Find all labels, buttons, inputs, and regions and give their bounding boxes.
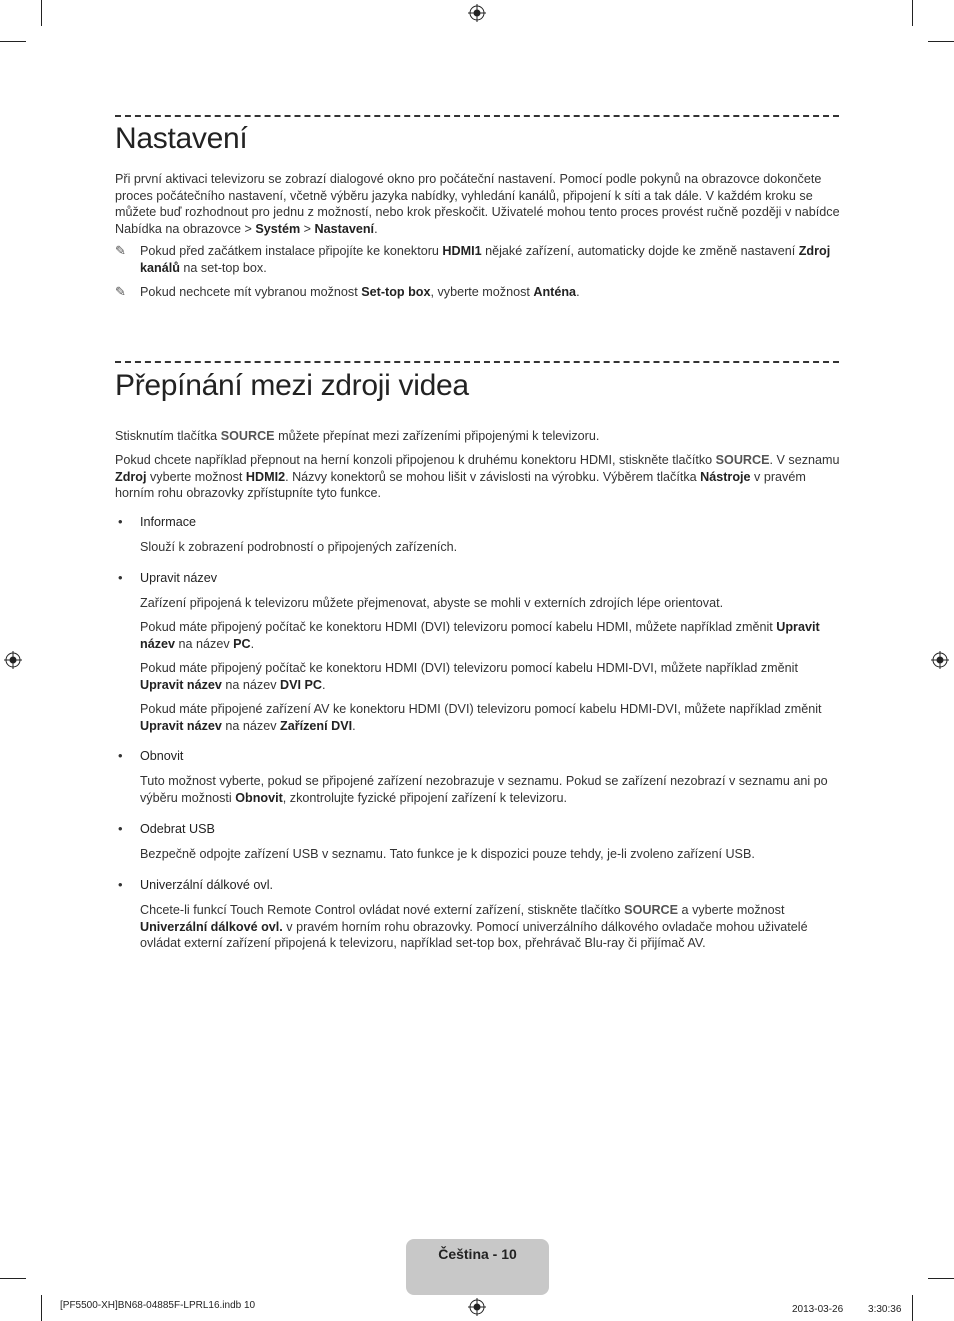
crop-mark: [41, 1295, 42, 1321]
hdmi2-term: HDMI2: [245, 469, 286, 484]
body-text: Chcete-li funkcí Touch Remote Control ovládat nové externí zařízení, stiskněte tlačítko: [140, 903, 625, 917]
registration-mark-icon: [468, 1298, 486, 1316]
note-text: nějaké zařízení, automaticky dojde ke změně nastavení: [481, 244, 799, 258]
punctuation: .: [374, 221, 378, 236]
pc-term: PC: [233, 636, 251, 651]
body-text: na název: [221, 718, 281, 733]
body-text: na název: [221, 677, 281, 692]
crop-mark: [912, 0, 913, 26]
item-title-information: Informace: [140, 515, 196, 529]
crop-mark: [0, 1278, 26, 1279]
tools-term: Nástroje: [700, 469, 751, 484]
setup-intro-text-2: V každém kroku se můžete buď rozhodnout pro jednu z možností, nebo krok přeskočit. Uživatelé mohou tento proces provést ručně později v nabídce Nabídka na obrazovce >: [115, 188, 840, 236]
channel-source-term: Zdroj kanálů: [140, 244, 831, 275]
note-text: na set-top box.: [179, 260, 267, 275]
bullet-mark: •: [118, 514, 123, 529]
crop-mark: [928, 1278, 954, 1279]
dvi-device-term: Zařízení DVI: [280, 718, 353, 733]
crop-mark: [0, 41, 26, 42]
print-slug-file: [PF5500-XH]BN68-04885F-LPRL16.indb 10: [60, 1300, 256, 1311]
section-title-setup: Nastavení: [115, 122, 248, 155]
antenna-term: Anténa: [533, 285, 577, 299]
item-text-rename-dvi-pc: [140, 660, 840, 693]
page-number-label: Čeština - 10: [438, 1246, 517, 1262]
pencil-note-icon: ✎: [115, 243, 126, 258]
bullet-mark: •: [118, 570, 123, 585]
body-text: Pokud máte připojené zařízení AV ke konektoru HDMI (DVI) televizoru pomocí kabelu HDMI-DVI, můžete například změnit: [140, 702, 822, 716]
body-text: v pravém horním rohu obrazovky zpřístupníte tyto funkce.: [115, 469, 806, 500]
rename-term: Upravit název: [140, 718, 222, 733]
switch-paragraph-2: [115, 452, 840, 502]
item-text-information: Slouží k zobrazení podrobností o připojených zařízeních.: [140, 540, 458, 554]
setup-note-2: [140, 284, 840, 301]
body-text: můžete přepínat mezi zařízeními připojenými k televizoru.: [274, 429, 600, 443]
rename-term: Upravit název: [140, 620, 820, 651]
body-text: Stisknutím tlačítka: [115, 429, 221, 443]
menu-path-separator: >: [300, 221, 315, 236]
body-text: .: [322, 677, 326, 692]
item-text-remove-usb: Bezpečně odpojte zařízení USB v seznamu. Tato funkce je k dispozici pouze tehdy, je-li zvoleno zařízení USB.: [140, 847, 755, 861]
refresh-term: Obnovit: [235, 790, 283, 805]
source-button-term: SOURCE: [220, 429, 275, 443]
bullet-mark: •: [118, 821, 123, 836]
body-text: Tuto možnost vyberte, pokud se připojené zařízení nezobrazuje v seznamu. Pokud se zařízení nezobrazí v seznamu ani po výběru možnosti: [140, 774, 828, 805]
setup-intro-paragraph: [115, 171, 840, 237]
item-text-rename-pc: [140, 619, 840, 652]
body-text: Pokud máte připojený počítač ke konektoru HDMI (DVI) televizoru pomocí kabelu HDMI, můžete například změnit: [140, 620, 777, 634]
body-text: .: [250, 636, 255, 651]
item-text-universal-remote: [140, 902, 840, 952]
source-button-term: SOURCE: [715, 453, 770, 467]
body-text: .: [352, 718, 356, 733]
item-title-universal-remote: Univerzální dálkové ovl.: [140, 878, 273, 892]
menu-path-setup: Nastavení: [314, 221, 375, 236]
crop-mark: [41, 0, 42, 26]
item-text-refresh: [140, 773, 840, 806]
body-text: vyberte možnost: [146, 469, 246, 484]
item-title-remove-usb: Odebrat USB: [140, 822, 215, 836]
section-divider: [115, 361, 839, 363]
universal-remote-term: Univerzální dálkové ovl.: [140, 919, 283, 934]
item-text-rename-dvi-device: [140, 701, 840, 734]
item-title-refresh: Obnovit: [140, 749, 184, 763]
item-title-rename: Upravit název: [140, 571, 217, 585]
note-text: , vyberte možnost: [430, 285, 534, 299]
crop-mark: [912, 1295, 913, 1321]
switch-paragraph-1: [115, 428, 840, 445]
dvi-pc-term: DVI PC: [280, 677, 323, 692]
pencil-note-icon: ✎: [115, 284, 126, 299]
print-slug-timestamp: 2013-03-26 ﾠﾠ 3:30:36: [792, 1304, 902, 1315]
section-title-switch: Přepínání mezi zdroji videa: [115, 369, 469, 402]
item-text-rename: Zařízení připojená k televizoru můžete přejmenovat, abyste se mohli v externích zdrojích lépe orientovat.: [140, 596, 724, 610]
body-text: na název: [175, 636, 234, 651]
section-divider: [115, 115, 839, 117]
setup-note-1: [140, 243, 840, 276]
note-text: Pokud před začátkem instalace připojíte ke konektoru: [140, 244, 443, 258]
note-text: Pokud nechcete mít vybranou možnost: [140, 285, 362, 299]
registration-mark-icon: [931, 651, 949, 669]
set-top-box-term: Set-top box: [361, 285, 431, 299]
registration-mark-icon: [4, 651, 22, 669]
note-text: .: [576, 285, 580, 299]
source-list-term: Zdroj: [115, 469, 147, 484]
menu-path-system: Systém: [255, 221, 301, 236]
bullet-mark: •: [118, 748, 123, 763]
source-button-term: SOURCE: [624, 903, 679, 917]
body-text: a vyberte možnost: [678, 903, 785, 917]
body-text: Pokud chcete například přepnout na herní konzoli připojenou k druhému konektoru HDMI, stiskněte tlačítko: [115, 453, 716, 467]
crop-mark: [928, 41, 954, 42]
body-text: v pravém horním rohu obrazovky. Pomocí univerzálního dálkového ovladače mohou uživatelé ovládat externí zařízení připojená k televizoru, například set-top box, přehrávač Blu-ray či přijímač AV.: [140, 919, 808, 950]
body-text: . Názvy konektorů se mohou lišit v závislosti na výrobku. Výběrem tlačítka: [285, 469, 701, 484]
body-text: , zkontrolujte fyzické připojení zařízení k televizoru.: [282, 790, 567, 805]
setup-intro-text-1: Při první aktivaci televizoru se zobrazí dialogové okno pro počáteční nastavení. Pomocí podle pokynů na obrazovce dokončete proces počátečního nastavení, včetně výběru jazyka nabídky, vyhledání kanálů, připojení k síti a tak dále.: [115, 172, 822, 203]
bullet-mark: •: [118, 877, 123, 892]
body-text: Pokud máte připojený počítač ke konektoru HDMI (DVI) televizoru pomocí kabelu HDMI-DVI, můžete například změnit: [140, 661, 798, 675]
hdmi1-term: HDMI1: [442, 244, 482, 258]
registration-mark-icon: [468, 4, 486, 22]
rename-term: Upravit název: [140, 677, 222, 692]
body-text: . V seznamu: [769, 453, 840, 467]
